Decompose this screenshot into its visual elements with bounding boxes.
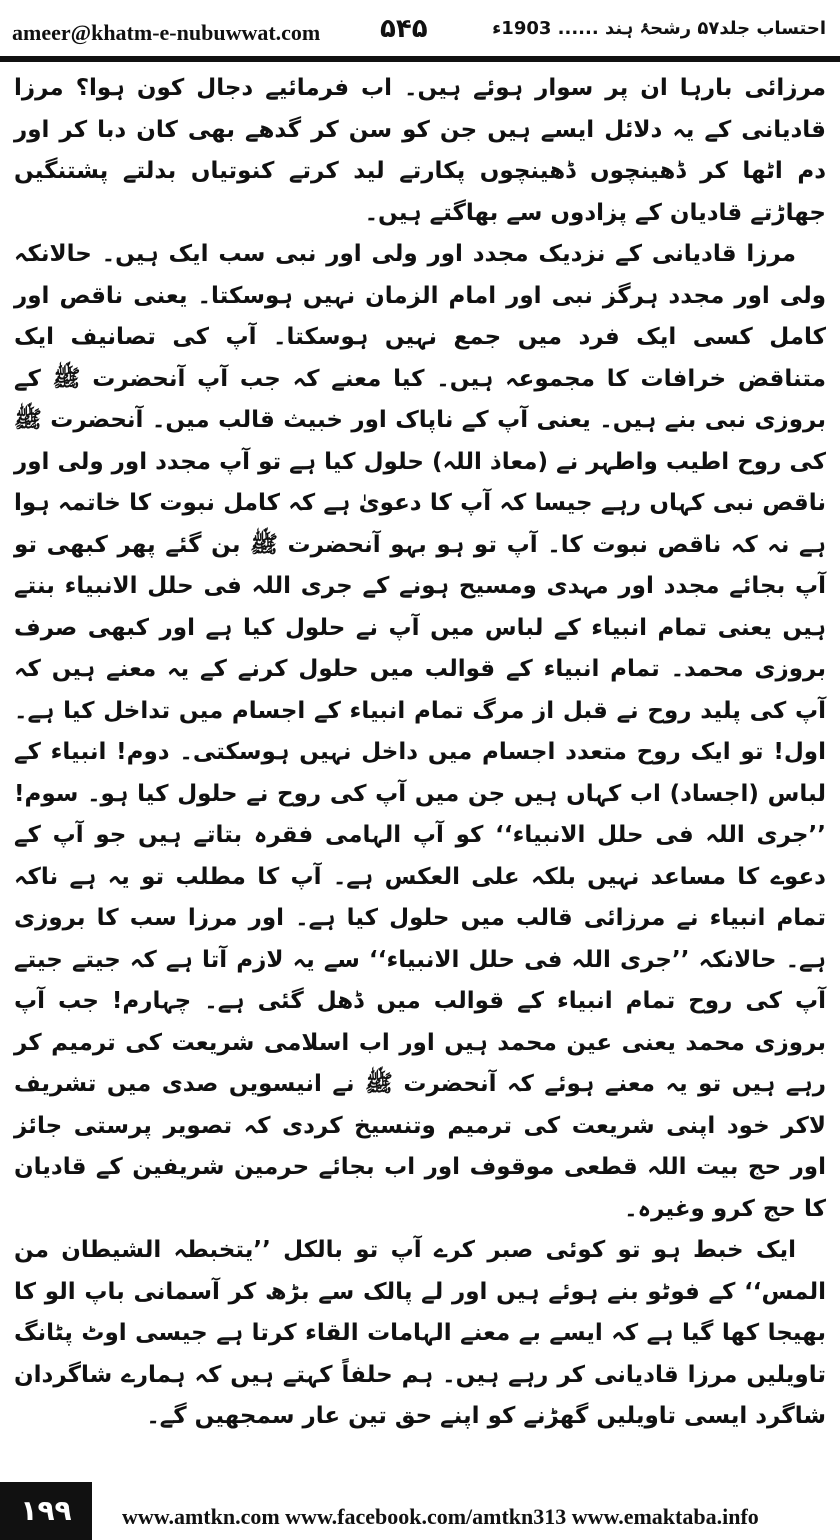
page-header [0,0,840,60]
body-text [14,68,826,1458]
paragraph: مرزا قادیانی کے نزدیک مجدد اور ولی اور نبی سب ایک ہیں۔ حالانکہ ولی اور مجدد ہرگز نبی اور امام الزمان نہیں ہوسکتا۔ یعنی ناقص اور کامل کسی ایک فرد میں جمع نہیں ہوسکتا۔ آپ کی تصانیف ایک متناقض خرافات کا مجموعہ ہیں۔ کیا معنے کہ جب آپ آنحضرت ﷺ کے بروزی نبی بنے ہیں۔ یعنی آپ کے ناپاک اور خبیث قالب میں۔ آنحضرت ﷺ کی روح اطیب واطہر نے (معاذ اللہ) حلول کیا ہے تو آپ مجدد اور ولی اور ناقص نبی کہاں رہے جیسا کہ آپ کا دعویٰ ہے کہ کامل نبوت کا خاتمہ ہوا ہے نہ کہ ناقص نبوت کا۔ آپ تو ہو بہو آنحضرت ﷺ بن گئے پھر کبھی تو آپ بجائے مجدد اور مہدی ومسیح ہونے کے جری اللہ فی حلل الانبیاء بنتے ہیں یعنی تمام انبیاء کے لباس میں آپ نے حلول کیا ہے اور کبھی صرف بروزی محمد۔ تمام انبیاء کے قوالب میں حلول کرنے کے یہ معنے ہیں کہ آپ کی پلید روح نے قبل از مرگ تمام انبیاء کے اجسام میں تداخل کیا ہے۔ اول! تو ایک روح متعدد اجسام میں داخل نہیں ہوسکتی۔ دوم! انبیاء کے لباس (اجساد) اب کہاں ہیں جن میں آپ کی روح نے حلول کیا ہو۔ سوم! ’’جری اللہ فی حلل الانبیاء‘‘ کو آپ الہامی فقرہ بتاتے ہیں جو آپ کے دعوے کا مساعد نہیں بلکہ علی العکس ہے۔ آپ کا مطلب تو یہ ہے ناکہ تمام انبیاء نے مرزائی قالب میں حلول کیا ہے۔ اور مرزا سب کا بروزی ہے۔ حالانکہ ’’جری اللہ فی حلل الانبیاء‘‘ سے یہ لازم آتا ہے کہ جیتے جیتے آپ کی روح تمام انبیاء کے قوالب میں ڈھل گئی ہے۔ چہارم! جب آپ بروزی محمد یعنی عین محمد ہیں اور اب اسلامی شریعت کی ترمیم کر رہے ہیں تو یہ معنے ہوئے کہ آنحضرت ﷺ نے انیسویں صدی میں تشریف لاکر خود اپنی شریعت کی ترمیم وتنسیخ کردی کہ تصویر پرستی جائز اور حج بیت اللہ قطعی موقوف اور اب بجائے حرمین شریفین کے قادیان کا حج کرو وغیرہ۔ [14,241,826,1222]
header-rule [0,56,840,62]
header-page-number: ۵۴۵ [380,14,428,44]
page-footer [0,1482,840,1540]
footer-page-number: ۱۹۹ [0,1482,92,1540]
paragraph: مرزائی بارہا ان پر سوار ہوئے ہیں۔ اب فرمائیے دجال کون ہوا؟ مرزا قادیانی کے یہ دلائل ایسے ہیں جن کو سن کر گدھے بھی کان دبا کر اور دم اٹھا کر ڈھینچوں ڈھینچوں پکارتے لید کرتے کنوتیاں بدلتے پشتنگیں جھاڑتے قادیان کے پزادوں سے بھاگتے ہیں۔ [14,75,826,226]
header-title: احتساب جلد۵۷ رشحۂ ہند ...... 1903ء [492,18,826,39]
paragraph: ایک خبط ہو تو کوئی صبر کرے آپ تو بالکل ’’یتخبطہ الشیطان من المس‘‘ کے فوٹو بنے ہوئے ہیں اور لے پالک سے بڑھ کر آسمانی باپ الو کا بھیجا کھا گیا ہے کہ ایسے بے معنے الہامات القاء کرتا ہے جیسی اوٹ پٹانگ تاویلیں مرزا قادیانی کر رہے ہیں۔ ہم حلفاً کہتے ہیں کہ ہمارے شاگردان شاگرد ایسی تاویلیں گھڑنے کو اپنے حق تین عار سمجھیں گے۔ [14,1237,826,1429]
footer-links: www.amtkn.com www.facebook.com/amtkn313 www.emaktaba.info [122,1504,759,1529]
header-email: ameer@khatm-e-nubuwwat.com [12,20,321,45]
